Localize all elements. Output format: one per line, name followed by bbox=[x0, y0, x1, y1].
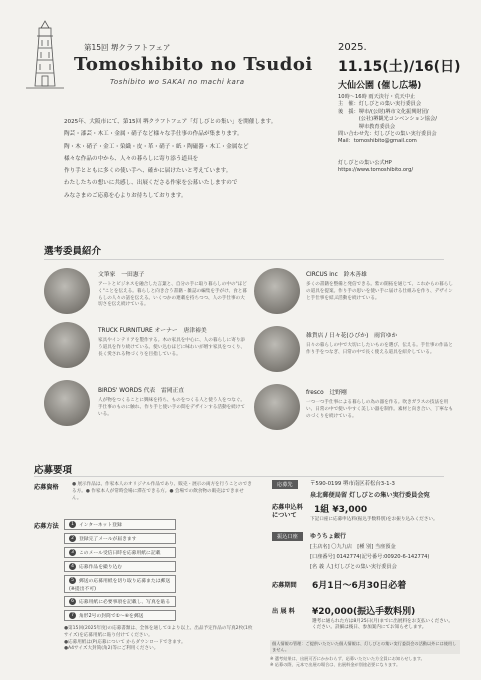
jury-member-suzuki bbox=[306, 269, 456, 302]
intro-text bbox=[64, 116, 304, 202]
jury-name: 一田憲子 bbox=[121, 272, 145, 278]
contact-email[interactable]: Mail：tomoshibito@gmail.com bbox=[338, 138, 417, 145]
step-1: 1 インターネット登録 bbox=[64, 519, 176, 530]
step-2: 2 登録完了メールが届きます bbox=[64, 533, 176, 544]
period-value: 6月1日〜6月30日必着 bbox=[312, 581, 407, 591]
intro-line: 陶・木・硝子・金工・染織・皮・革・硝子・紙・陶磁器・木工・金属など bbox=[64, 143, 249, 150]
bank-line: [主店名] 〇九九店 [種 別] 当座預金 bbox=[310, 544, 396, 550]
footer-note: ※ 選考結果は、出展可否にかかわらず、応募いただいた方全員にお知らせします。 bbox=[270, 656, 425, 661]
jury-role: fresco bbox=[306, 390, 324, 396]
supporters-line-2: (公社)堺観光コンベンション協会/ bbox=[338, 116, 437, 123]
jury-desc: 多くの書籍を整備と発信できる。紫の開拓を通じて、これからの暮らしの道具を提案。作り手の思いを使い手に届ける仕組みを作り、デザインと手仕事を結ぶ活動を続けている。 bbox=[306, 282, 453, 301]
step-number: 7 bbox=[69, 612, 76, 619]
jury-photo-suzuki bbox=[254, 268, 300, 314]
jury-photo-amamiya bbox=[254, 326, 300, 372]
jury-desc: 家具やインテリアを製作する。木の家具を中心に、人の暮らしに寄り添う道具を作り続けている。使い込むほどに味わいが増す家具をつくり、長く愛される物づくりを目指している。 bbox=[98, 338, 246, 357]
bank-info bbox=[310, 531, 429, 570]
jury-role: TRUCK FURNITURE オーナー bbox=[98, 328, 178, 334]
intro-line: わたしたちの想いに共感し、出展くださる作家を公募いたしますので bbox=[64, 180, 238, 187]
footer-note: ※ 応募の際、元本で出展の場合は、出展料金が別途必要になります。 bbox=[270, 662, 401, 667]
guide-section-title: 応募要項 bbox=[34, 465, 73, 476]
jury-member-karatsu bbox=[98, 325, 248, 358]
jury-desc: 一つ一つ手仕事による暮らしの為の器を作る。吹きガラスの技法を用い、日常の中で使いやすく美しい器を制作。素材と向き合い、丁寧なものづくりを続けている。 bbox=[306, 400, 454, 419]
footer-notes bbox=[270, 640, 460, 668]
jury-name: 辻野剛 bbox=[329, 390, 347, 396]
step-5: 5 郵送の応募用紙を切り取り応募または郵送(※提出不可) bbox=[64, 575, 176, 593]
method-note: ●応募用紙は(P)応募について からダウンロードできます。 bbox=[64, 639, 186, 645]
jury-member-kaminaoka bbox=[98, 385, 248, 418]
jury-name: 唐津裕美 bbox=[183, 328, 207, 334]
eligibility-label: 応募資格 bbox=[34, 484, 59, 491]
intro-line: 2025年、大阪市にて、第15回 堺クラフトフェア「灯しびとの集い」を開催します。 bbox=[64, 119, 277, 125]
fee-value: 1組 ¥3,000 bbox=[314, 505, 368, 515]
jury-name: 雷岡正直 bbox=[161, 388, 185, 394]
jury-divider bbox=[44, 259, 444, 260]
step-number: 4 bbox=[69, 563, 76, 570]
destination-address bbox=[310, 479, 430, 499]
guide-divider bbox=[34, 476, 444, 477]
intro-line: 作り手とともに多くの使い手へ、確かに届けたいと考えています。 bbox=[64, 168, 232, 175]
method-note: ●第15回(2025年度)の応募書類は、全体を通して①より以上、出品予定作品の写真2枚(1枚サイズ)を応募用紙に貼り付けてください。 bbox=[64, 626, 253, 638]
festival-logo-subtitle: Toshibito wo SAKAI no machi kara bbox=[110, 78, 245, 86]
jury-member-ichida bbox=[98, 269, 248, 309]
event-dates: 11.15(土)/16(日) bbox=[338, 59, 461, 75]
method-label: 応募方法 bbox=[34, 523, 59, 530]
entry-fee-label: 出 展 料 bbox=[272, 608, 295, 615]
destination-tag: 応募先 bbox=[272, 480, 298, 489]
jury-photo-tsujino bbox=[254, 384, 300, 430]
jury-name: 雨宮ゆか bbox=[374, 333, 398, 339]
event-hours: 10時〜16時 雨天決行・荒天中止 bbox=[338, 94, 416, 100]
eligibility-text: ● 展示作品は、作家本人のオリジナル作品であり、販売・展示の両方を行うことのできる方。● 作家本人が常時会場に滞在できる方。● 会場での飲食物の販売はできません。 bbox=[72, 482, 252, 501]
entry-fee-note-line: ください。詳細は後日、参加案内にてお知らせします。 bbox=[312, 625, 427, 630]
method-notes bbox=[64, 626, 254, 653]
step-6: 6 応募用紙に必要事項を記載し、写真を貼る bbox=[64, 596, 176, 607]
step-3: 3 このメール受信日時を応募用紙に記載 bbox=[64, 547, 176, 558]
destination-line: 泉北郵便局留 灯しびとの集い実行委員会宛 bbox=[310, 492, 430, 499]
step-4: 4 応募作品を撮り込む bbox=[64, 561, 176, 572]
intro-line: みなさまのご応募を心よりお待ちしております。 bbox=[64, 192, 187, 199]
jury-photo-kaminaoka bbox=[44, 380, 90, 426]
festival-subtitle: 第15回 堺クラフトフェア bbox=[84, 43, 171, 52]
bank-line: [口座番号] 0142774(記号番号:00920-6-142774) bbox=[310, 554, 430, 560]
intro-line: 陶芸・漆芸・木工・金属・硝子など様々な手仕事の作品が集まります。 bbox=[64, 131, 243, 138]
jury-role: 文筆家 bbox=[98, 272, 116, 278]
supporters-line-3: 堺市教育委員会 bbox=[338, 123, 396, 130]
entry-fee-note bbox=[312, 618, 453, 630]
period-label: 応募期間 bbox=[272, 582, 297, 589]
bank-line: [名 義 人] 灯しびとの集い実行委員会 bbox=[310, 564, 397, 570]
jury-photo-karatsu bbox=[44, 322, 90, 368]
step-number: 3 bbox=[69, 549, 76, 556]
step-number: 6 bbox=[69, 598, 76, 605]
step-7: 7 角形2号の封筒で①〜⑥を郵送 bbox=[64, 610, 176, 621]
supporters-line-1: 後 援：堺市/(公財)堺市文化振興財団/ bbox=[338, 108, 429, 115]
intro-line: 様々な作品の中から、人々の暮らしに寄り添う道具を bbox=[64, 155, 199, 162]
jury-role: 雑貨店 / 日々花(ひびか) bbox=[306, 333, 369, 339]
homepage-info bbox=[338, 160, 413, 175]
bank-tag: 振込口座 bbox=[272, 532, 303, 541]
homepage-url[interactable]: https://www.tomoshibito.org/ bbox=[338, 167, 414, 174]
jury-name: 鈴木善雄 bbox=[343, 272, 367, 278]
jury-photo-ichida bbox=[44, 268, 90, 314]
jury-desc: アートとビジネスを融合した言葉と、自分の手に取り暮らしの中の"ほどく"ことを伝える。暮らしと向き合う書籍・雑誌の編集を手がけ、食と暮らしの人々の話を伝える。いくつかの連載を持ちつつ、人の手仕事の大切さを伝え続けている。 bbox=[98, 282, 247, 308]
festival-logo-title: Tomoshibito no Tsudoi bbox=[74, 54, 313, 75]
event-venue: 大仙公園 (催し広場) bbox=[338, 81, 422, 91]
jury-member-amamiya bbox=[306, 330, 456, 357]
step-number: 2 bbox=[69, 535, 76, 542]
organizer: 主 催：灯しびとの集い実行委員会 bbox=[338, 101, 422, 108]
jury-desc: 人が物をつくることに興味を持ち、ものをつくる人と使う人をつなぐ。手仕事のものに触れ、作り手と使い手の間をデザインする活動を続けている。 bbox=[98, 398, 245, 417]
jury-role: BIRDS' WORDS 代表 bbox=[98, 388, 156, 394]
privacy-note: 個人情報の管理：ご提供いただいた個人情報は、灯しびとの集い実行委員会の活動以外には使用しません。 bbox=[270, 640, 460, 654]
jury-member-tsujino bbox=[306, 387, 456, 420]
contact-info bbox=[338, 131, 437, 146]
fee-note: 下記口座に応募申込料(振込手数料別)をお振り込みください。 bbox=[310, 517, 438, 522]
step-number: 1 bbox=[69, 521, 76, 528]
jury-section-title: 選考委員紹介 bbox=[44, 246, 102, 257]
homepage-label: 灯しびとの集い公式HP bbox=[338, 160, 392, 166]
contact-label: 問い合わせ先：灯しびとの集い実行委員会 bbox=[338, 131, 437, 137]
step-number: 5 bbox=[69, 577, 76, 584]
destination-line: 〒590-0199 堺市南区若松台3-1-3 bbox=[310, 481, 395, 487]
jury-desc: 日々の暮らしの中で大切にしたいものを選び、伝える。手仕事の作品と作り手をつなぎ、日常の中で長く使える道具を紹介している。 bbox=[306, 343, 453, 355]
event-info bbox=[338, 94, 437, 131]
lighthouse-logo-icon bbox=[22, 18, 68, 92]
entry-fee-value: ¥20,000(振込手数料別) bbox=[312, 607, 416, 617]
jury-role: CIRCUS inc bbox=[306, 272, 338, 278]
method-note: ●A4サイズ大封筒(角2)等にご利用ください。 bbox=[64, 646, 159, 652]
entry-fee-note-line: 選考に通られた方は8月25日(月)までに出展料をお支払いください。 bbox=[312, 619, 453, 624]
event-year: 2025. bbox=[338, 42, 367, 53]
bank-line: ゆうちょ銀行 bbox=[310, 533, 347, 540]
fee-label: 応募申込料について bbox=[272, 504, 303, 519]
